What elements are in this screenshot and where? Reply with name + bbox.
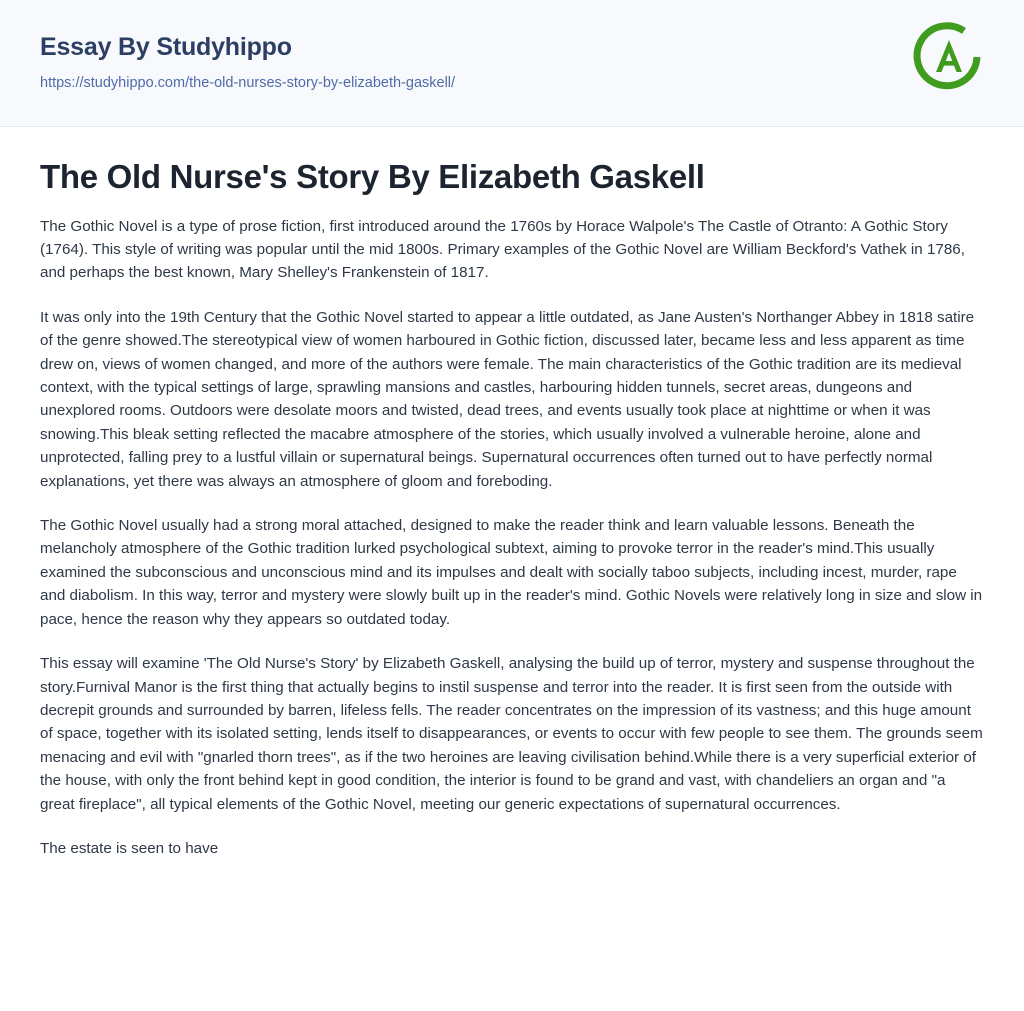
site-header	[0, 0, 1024, 127]
article-body	[0, 127, 1024, 880]
source-url-link[interactable]: https://studyhippo.com/the-old-nurses-story-by-elizabeth-gaskell/	[40, 75, 456, 92]
page-title: The Old Nurse's Story By Elizabeth Gaskell	[40, 158, 705, 195]
site-brand-title: Essay By Studyhippo	[40, 32, 292, 61]
paragraph: The estate is seen to have	[40, 839, 219, 857]
paragraph: It was only into the 19th Century that the Gothic Novel started to appear a little outdated, as Jane Austen's Northanger Abbey in 1818 satire of the genre showed.The stereotypical view of women harboured in Gothic fiction, discussed later, became less and less apparent as time drew on, views of women changed, and more of the authors were female. The main characteristics of the Gothic tradition are its medieval context, with the typical settings of large, sprawling mansions and castles, harbouring hidden tunnels, secret areas, dungeons and unexplored rooms. Outdoors were desolate moors and twisted, dead trees, and events usually took place at nighttime or when it was snowing.This bleak setting reflected the macabre atmosphere of the stories, which usually involved a vulnerable heroine, alone and unprotected, falling prey to a lustful villain or supernatural beings. Supernatural occurrences often turned out to have perfectly normal explanations, yet there was always an atmosphere of gloom and foreboding.	[40, 308, 975, 490]
paragraph: The Gothic Novel is a type of prose fiction, first introduced around the 1760s by Horace Walpole's The Castle of Otranto: A Gothic Story (1764). This style of writing was popular until the mid 1800s. Primary examples of the Gothic Novel are William Beckford's Vathek in 1786, and perhaps the best known, Mary Shelley's Frankenstein of 1817.	[40, 217, 965, 282]
letter-a-circle-logo-icon	[912, 20, 986, 94]
paragraph: The Gothic Novel usually had a strong moral attached, designed to make the reader think and learn valuable lessons. Beneath the melancholy atmosphere of the Gothic tradition lurked psychological subtext, aiming to provoke terror in the reader's mind.This usually examined the subconscious and unconscious mind and its impulses and dealt with socially taboo subjects, including incest, murder, rape and diabolism. In this way, terror and mystery were slowly built up in the reader's mind. Gothic Novels were relatively long in size and slow in pace, hence the reason why they appears so outdated today.	[40, 517, 983, 628]
paragraph: This essay will examine 'The Old Nurse's Story' by Elizabeth Gaskell, analysing the build up of terror, mystery and suspense throughout the story.Furnival Manor is the first thing that actually begins to instil suspense and terror into the reader. It is first seen from the outside with decrepit grounds and surrounded by barren, lifeless fells. The reader concentrates on the impression of its vastness; and this huge amount of space, together with its isolated setting, lends itself to disappearances, or events to occur with few people to see them. The grounds seem menacing and evil with "gnarled thorn trees", as if the two heroines are leaving civilisation behind.While there is a very superficial exterior of the house, with only the front behind kept in good condition, the interior is found to be grand and vast, with chandeliers an organ and "a great fireplace", all typical elements of the Gothic Novel, meeting our generic expectations of supernatural occurrences.	[40, 655, 983, 813]
